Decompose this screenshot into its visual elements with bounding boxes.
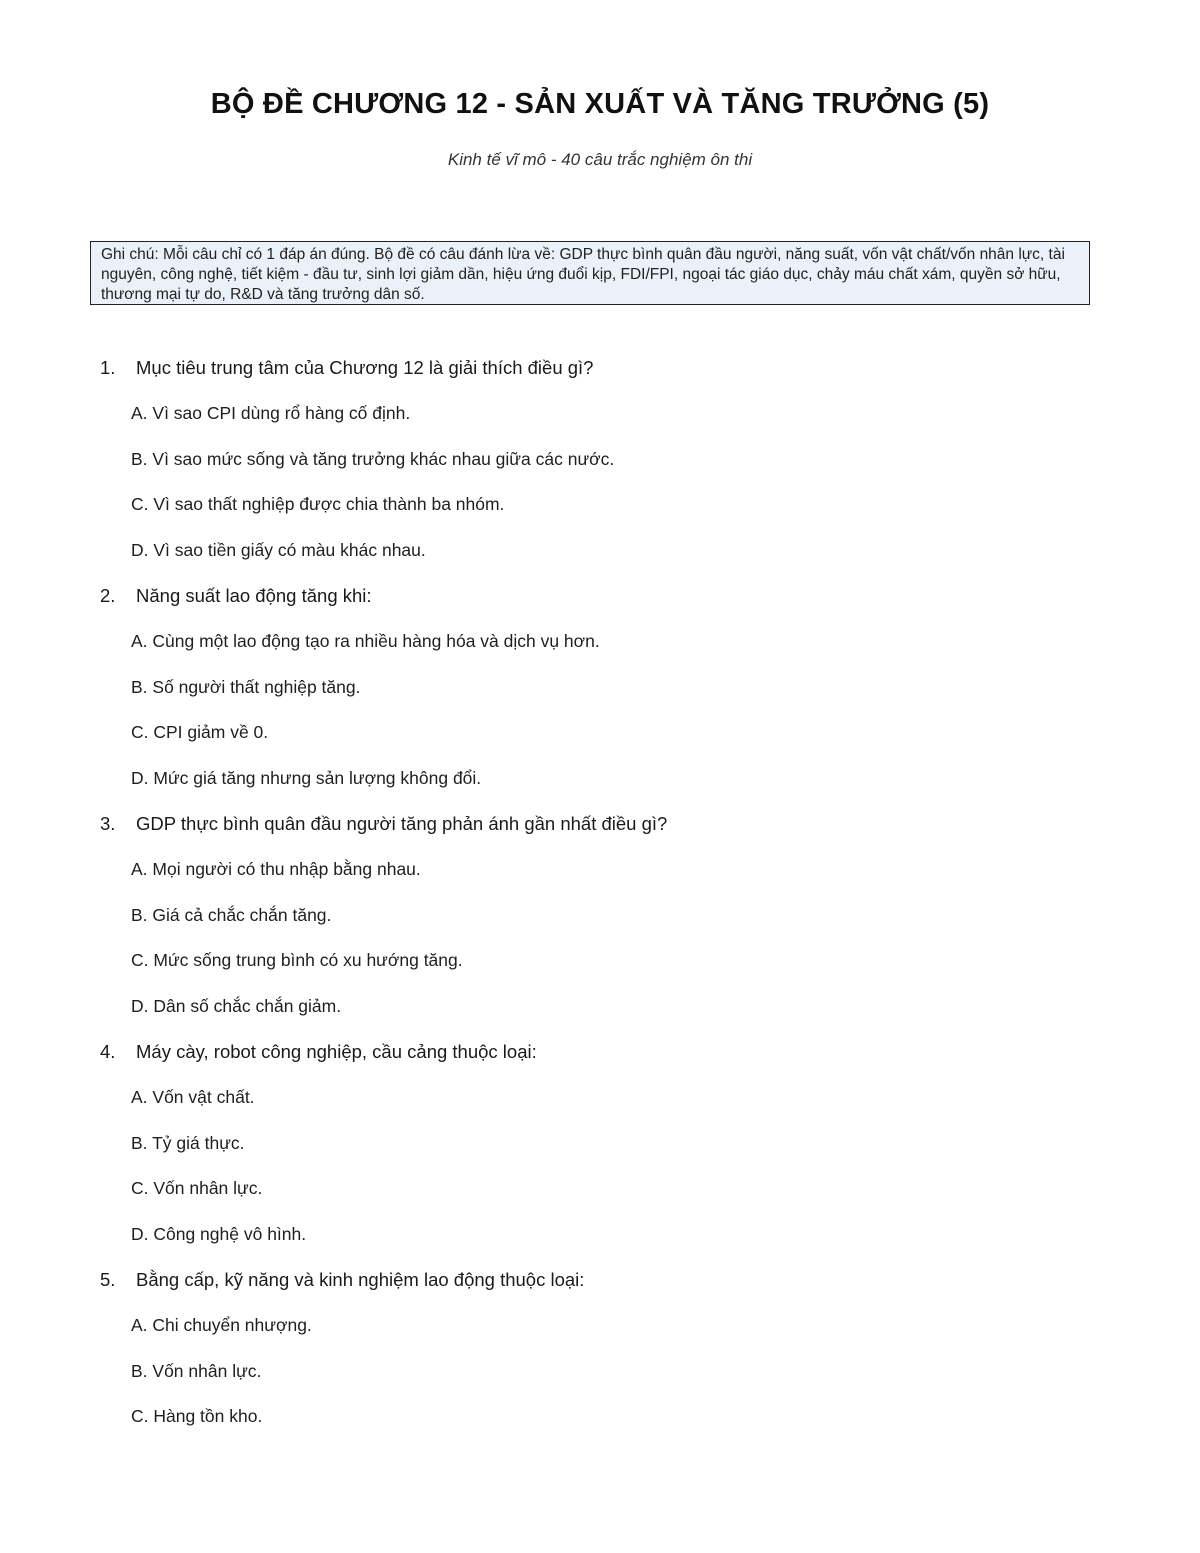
- document-subtitle: Kinh tế vĩ mô - 40 câu trắc nghiệm ôn thi: [447, 150, 753, 169]
- option-c: C. CPI giảm về 0.: [131, 722, 269, 743]
- option-b: B. Số người thất nghiệp tăng.: [131, 676, 361, 697]
- question-list: [0, 345, 1200, 1440]
- question-number: 2.: [100, 585, 116, 606]
- option-c: C. Vốn nhân lực.: [131, 1178, 263, 1199]
- question-text: Mục tiêu trung tâm của Chương 12 là giải thích điều gì?: [136, 357, 594, 378]
- document-title: BỘ ĐỀ CHƯƠNG 12 - SẢN XUẤT VÀ TĂNG TRƯỞNG (5): [210, 88, 990, 120]
- option-a: A. Vì sao CPI dùng rổ hàng cố định.: [131, 403, 411, 424]
- question-text: Bằng cấp, kỹ năng và kinh nghiệm lao động thuộc loại:: [136, 1269, 585, 1290]
- note-box: Ghi chú: Mỗi câu chỉ có 1 đáp án đúng. Bộ đề có câu đánh lừa về: GDP thực bình quân đầu người, năng suất, vốn vật chất/vốn nhân lực, tài nguyên, công nghệ, tiết kiệm - đầu tư, sinh lợi giảm dần, hiệu ứng đuổi kịp, FDI/FPI, ngoại tác giáo dục, chảy máu chất xám, quyền sở hữu, thương mại tự do, R&D và tăng trưởng dân số.: [90, 241, 1090, 305]
- option-a: A. Chi chuyển nhượng.: [131, 1315, 312, 1336]
- question-number: 5.: [100, 1269, 116, 1290]
- question-text: Máy cày, robot công nghiệp, cầu cảng thuộc loại:: [136, 1041, 537, 1062]
- question-2: [0, 573, 1200, 801]
- question-line: [0, 1029, 1200, 1075]
- question-line: [0, 801, 1200, 847]
- option-c: C. Vì sao thất nghiệp được chia thành ba nhóm.: [131, 494, 505, 515]
- option-d: D. Mức giá tăng nhưng sản lượng không đổi.: [131, 767, 482, 788]
- question-5: [0, 1257, 1200, 1440]
- option-a: A. Vốn vật chất.: [131, 1087, 255, 1108]
- option-c: C. Hàng tồn kho.: [131, 1406, 263, 1427]
- question-text: Năng suất lao động tăng khi:: [136, 585, 372, 606]
- option-a: A. Mọi người có thu nhập bằng nhau.: [131, 859, 421, 880]
- option-d: D. Vì sao tiền giấy có màu khác nhau.: [131, 539, 426, 560]
- option-c: C. Mức sống trung bình có xu hướng tăng.: [131, 950, 463, 971]
- option-b: B. Giá cả chắc chắn tăng.: [131, 904, 332, 925]
- question-1: [0, 345, 1200, 573]
- option-b: B. Tỷ giá thực.: [131, 1132, 245, 1153]
- question-3: [0, 801, 1200, 1029]
- option-d: D. Dân số chắc chắn giảm.: [131, 995, 342, 1016]
- question-line: [0, 345, 1200, 391]
- question-text: GDP thực bình quân đầu người tăng phản ánh gần nhất điều gì?: [136, 813, 668, 834]
- question-4: [0, 1029, 1200, 1257]
- option-d: D. Công nghệ vô hình.: [131, 1223, 307, 1244]
- question-number: 3.: [100, 813, 116, 834]
- question-line: [0, 1257, 1200, 1303]
- option-b: B. Vì sao mức sống và tăng trưởng khác nhau giữa các nước.: [131, 448, 615, 469]
- question-number: 4.: [100, 1041, 116, 1062]
- question-line: [0, 573, 1200, 619]
- option-b: B. Vốn nhân lực.: [131, 1360, 262, 1381]
- question-number: 1.: [100, 357, 116, 378]
- option-a: A. Cùng một lao động tạo ra nhiều hàng hóa và dịch vụ hơn.: [131, 631, 600, 652]
